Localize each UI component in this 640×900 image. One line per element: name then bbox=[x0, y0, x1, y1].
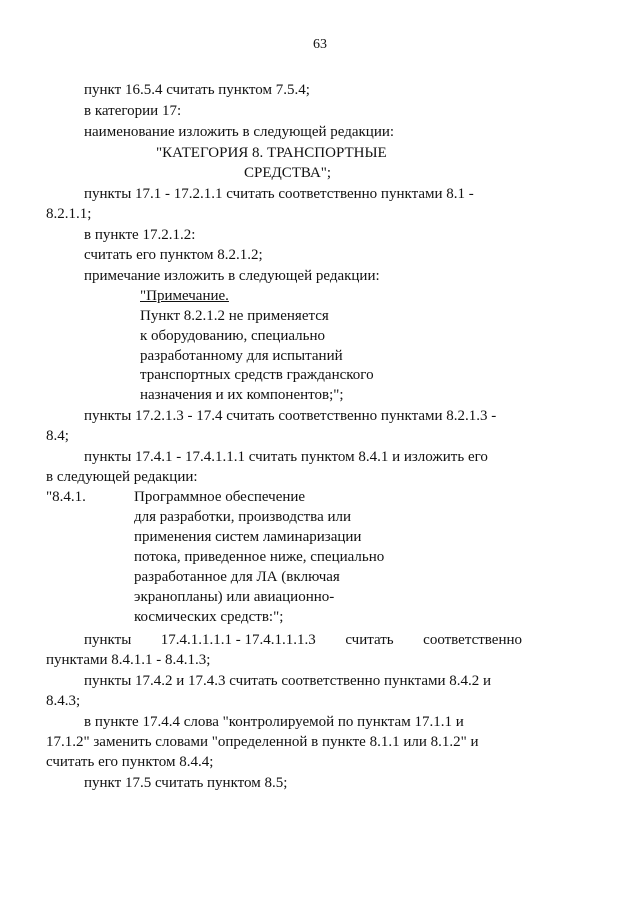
text-line: в следующей редакции: bbox=[46, 469, 198, 485]
text-line: разработанному для испытаний bbox=[140, 348, 343, 364]
text-line: Программное обеспечение bbox=[134, 489, 306, 505]
text-line: 8.4; bbox=[46, 428, 69, 444]
page-number: 63 bbox=[313, 37, 327, 52]
text-line: считать его пунктом 8.2.1.2; bbox=[84, 247, 263, 263]
text-line: считать его пунктом 8.4.4; bbox=[46, 754, 214, 770]
text-line: пункт 16.5.4 считать пунктом 7.5.4; bbox=[84, 82, 310, 98]
text-word: пункты bbox=[84, 632, 132, 648]
text-line: в категории 17: bbox=[84, 103, 182, 119]
text-line: 8.4.3; bbox=[46, 693, 81, 709]
text-line: 17.1.2" заменить словами "определенной в пункте 8.1.1 или 8.1.2" и bbox=[46, 734, 479, 750]
text-word: считать bbox=[345, 632, 394, 648]
text-line: для разработки, производства или bbox=[134, 509, 352, 525]
note-heading: "Примечание. bbox=[140, 288, 229, 304]
text-line: назначения и их компонентов;"; bbox=[140, 387, 344, 403]
text-word: соответственно bbox=[423, 632, 522, 648]
text-line: к оборудованию, специально bbox=[140, 328, 326, 344]
text-line: разработанное для ЛА (включая bbox=[134, 569, 340, 585]
text-line: пункт 17.5 считать пунктом 8.5; bbox=[84, 775, 288, 791]
text-line: экранопланы) или авиационно- bbox=[134, 589, 335, 605]
justified-line bbox=[84, 631, 522, 649]
text-line: в пункте 17.2.1.2: bbox=[84, 227, 196, 243]
text-line: примечание изложить в следующей редакции: bbox=[84, 268, 380, 284]
text-line: СРЕДСТВА"; bbox=[244, 165, 332, 181]
text-line: транспортных средств гражданского bbox=[140, 367, 374, 383]
text-line: пункты 17.2.1.3 - 17.4 считать соответственно пунктами 8.2.1.3 - bbox=[84, 408, 497, 424]
text-line: в пункте 17.4.4 слова "контролируемой по пунктам 17.1.1 и bbox=[84, 714, 464, 730]
text-line: потока, приведенное ниже, специально bbox=[134, 549, 385, 565]
text-line: пунктами 8.4.1.1 - 8.4.1.3; bbox=[46, 652, 211, 668]
text-line: пункты 17.4.2 и 17.4.3 считать соответственно пунктами 8.4.2 и bbox=[84, 673, 492, 689]
item-number: "8.4.1. bbox=[46, 489, 86, 505]
text-line: космических средств:"; bbox=[134, 609, 284, 625]
text-line: пункты 17.1 - 17.2.1.1 считать соответственно пунктами 8.1 - bbox=[84, 186, 474, 202]
text-line: "КАТЕГОРИЯ 8. ТРАНСПОРТНЫЕ bbox=[156, 145, 387, 161]
text-line: Пункт 8.2.1.2 не применяется bbox=[140, 308, 329, 324]
text-line: пункты 17.4.1 - 17.4.1.1.1 считать пунктом 8.4.1 и изложить его bbox=[84, 449, 488, 465]
text-line: применения систем ламинаризации bbox=[134, 529, 362, 545]
text-line: наименование изложить в следующей редакции: bbox=[84, 124, 395, 140]
text-word: 17.4.1.1.1.1 - 17.4.1.1.1.3 bbox=[160, 632, 316, 648]
text-line: 8.2.1.1; bbox=[46, 206, 92, 222]
